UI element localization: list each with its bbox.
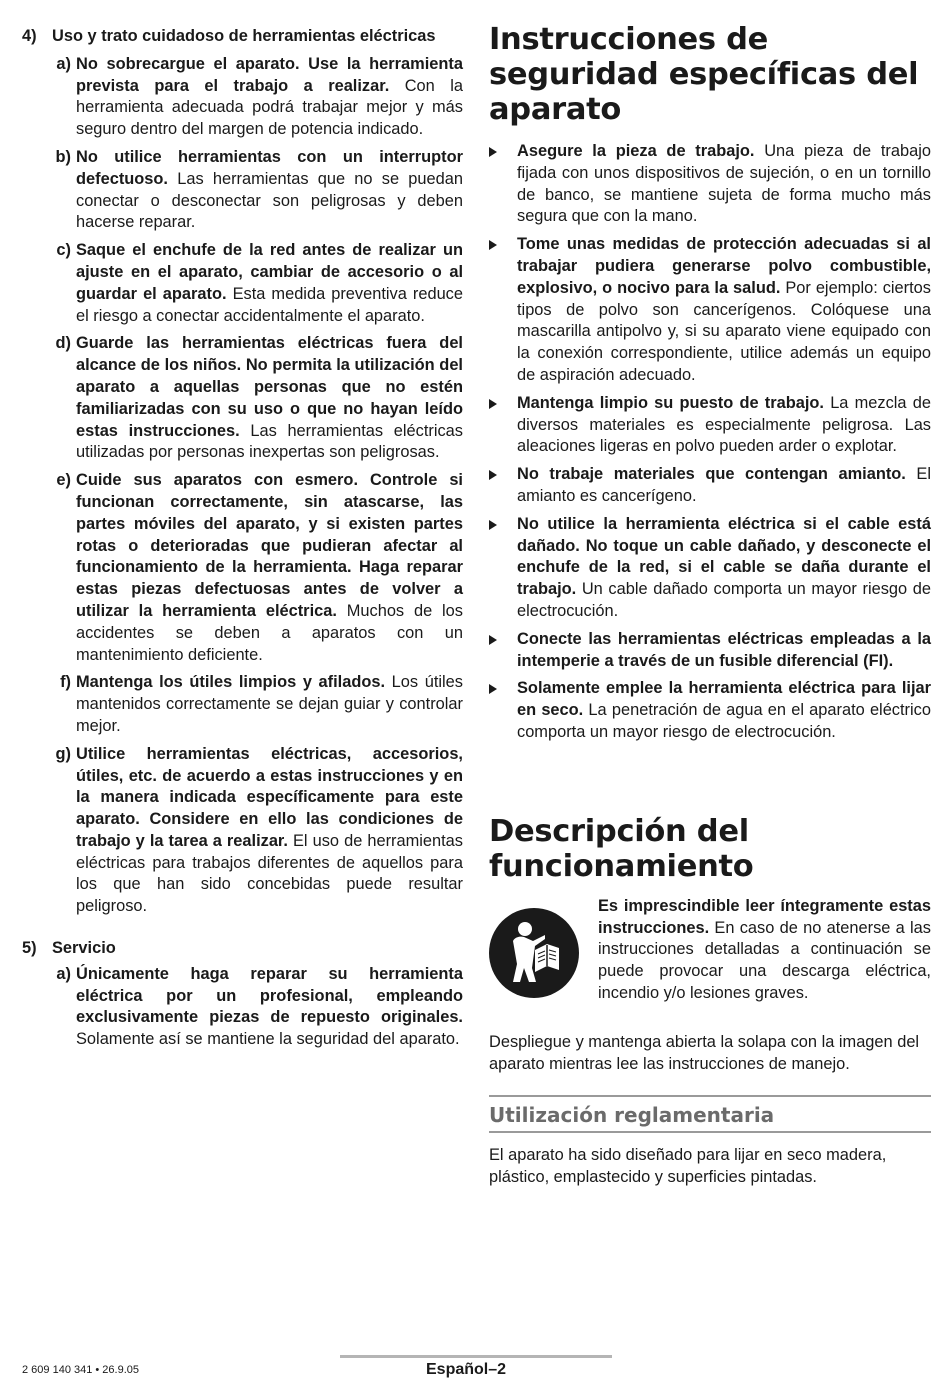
bullet-bold-text: Conecte las herramientas eléctricas empleadas a la intemperie a través de un fusible diferencial (FI). (517, 629, 931, 670)
bullet-text: Un cable dañado comporta un mayor riesgo de electrocución. (517, 580, 931, 620)
bullet-item (489, 678, 931, 743)
list-item (22, 470, 463, 666)
item-letter: a) (56, 964, 71, 983)
item-bold-text: No sobrecargue el aparato. Use la herramienta prevista para el trabajo a realizar. (76, 54, 463, 95)
footer-page-number: Español–2 (426, 1361, 507, 1378)
right-column (489, 22, 931, 1189)
bullet-text: El amianto es cancerígeno. (517, 465, 931, 505)
bullet-text: La penetración de agua en el aparato eléctrico comporta un mayor riesgo de electrocución. (517, 701, 931, 741)
bullet-text: La mezcla de diversos materiales es especialmente peligrosa. Las aleaciones ligeras en polvo pueden arder o explotar. (517, 393, 931, 456)
read-bold-text: Es imprescindible leer íntegramente estas instrucciones. (598, 896, 931, 937)
bullet-bold-text: No utilice la herramienta eléctrica si el cable está dañado. No toque un cable dañado, y desconecte el enchufe de la red, si el cable se daña durante el trabajo. (517, 514, 931, 599)
paragraph: Despliegue y mantenga abierta la solapa con la imagen del aparato mientras lee las instrucciones de manejo. (489, 1032, 920, 1073)
section-number: 4) (22, 27, 37, 45)
item-text: Las herramientas que no se puedan conectar o desconectar son peligrosas y deben hacerse reparar. (76, 169, 463, 232)
triangle-bullet-icon (489, 470, 497, 480)
list-item (22, 744, 463, 918)
item-letter: c) (56, 241, 71, 260)
triangle-bullet-icon (489, 520, 497, 530)
item-text: Las herramientas eléctricas utilizadas por personas inexpertas son peligrosas. (76, 421, 463, 462)
triangle-bullet-icon (489, 635, 497, 645)
item-letter: e) (56, 471, 71, 490)
item-bold-text: Utilice herramientas eléctricas, accesorios, útiles, etc. de acuerdo a estas instrucciones y en la manera indicada específicamente para este aparato. Considere en ello las condiciones de trabajo y la tarea a realizar. (76, 744, 463, 850)
section-title: Servicio (52, 939, 116, 958)
bullet-text: Una pieza de trabajo fijada con unos dispositivos de sujeción, o en un tornillo de banco, se mantiene sujeta de forma mucho más segura que con la mano. (517, 142, 931, 226)
item-text: El uso de herramientas eléctricas para trabajos diferentes de aquellos para los que han sido concebidas puede resultar peligroso. (76, 831, 463, 916)
triangle-bullet-icon (489, 240, 497, 250)
list-item (22, 147, 463, 234)
read-instructions-text (598, 896, 931, 1005)
item-letter: g) (55, 744, 71, 763)
triangle-bullet-icon (489, 684, 497, 694)
footer-document-code: 2 609 140 341 • 26.9.05 (22, 1364, 140, 1376)
paragraph: El aparato ha sido diseñado para lijar en seco madera, plástico, emplastecido y superficies pintadas. (489, 1146, 887, 1187)
bullet-bold-text: No trabaje materiales que contengan amianto. (517, 465, 906, 484)
bullet-item (489, 629, 931, 673)
item-bold-text: Saque el enchufe de la red antes de realizar un ajuste en el aparato, cambiar de accesorio o al guardar el aparato. (76, 241, 463, 303)
heading-safety-instructions: Instrucciones de seguridad específicas del aparato (489, 22, 919, 127)
bullet-item (489, 514, 931, 623)
left-column (22, 26, 463, 1051)
read-text: En caso de no atenerse a las instrucciones detalladas a continuación se puede provocar una descarga eléctrica, incendio y/o lesiones graves. (598, 918, 931, 1002)
list-item (22, 333, 463, 464)
bullet-bold-text: Mantenga limpio su puesto de trabajo. (517, 393, 824, 412)
subheading-intended-use: Utilización reglamentaria (489, 1095, 931, 1133)
section-number: 5) (22, 939, 37, 958)
item-bold-text: Cuide sus aparatos con esmero. Controle si funcionan correctamente, sin atascarse, las partes móviles del aparato, y si existen partes rotas o deterioradas que pudieran afectar al funcionamiento de la herramienta. Haga reparar estas piezas defectuosas antes de volver a utilizar la herramienta eléctrica. (76, 471, 463, 620)
bullet-item (489, 464, 931, 508)
item-bold-text: Únicamente haga reparar su herramienta eléctrica por un profesional, empleando exclusivamente piezas de repuesto originales. (76, 964, 463, 1027)
bullet-item (489, 393, 931, 458)
item-letter: d) (55, 334, 71, 353)
item-bold-text: Mantenga los útiles limpios y afilados. (76, 673, 386, 692)
read-manual-icon (489, 908, 579, 998)
item-letter: b) (55, 147, 71, 166)
triangle-bullet-icon (489, 147, 497, 157)
item-letter: f) (60, 673, 71, 692)
list-item (22, 964, 463, 1051)
bullet-bold-text: Solamente emplee la herramienta eléctrica para lijar en seco. (517, 679, 931, 720)
list-item (22, 240, 463, 327)
list-item (22, 672, 463, 737)
bullet-item (489, 141, 931, 228)
heading-functional-description: Descripción del funcionamiento (489, 813, 754, 884)
section-5-heading (22, 938, 463, 960)
item-text: Solamente así se mantiene la seguridad del aparato. (76, 1030, 460, 1049)
item-bold-text: No utilice herramientas con un interruptor defectuoso. (76, 147, 463, 188)
bullet-bold-text: Asegure la pieza de trabajo. (517, 142, 755, 160)
bullet-bold-text: Tome unas medidas de protección adecuadas si al trabajar pudiera generarse polvo combustible, explosivo, o nocivo para la salud. (517, 235, 931, 297)
section-title: Uso y trato cuidadoso de herramientas eléctricas (52, 27, 436, 45)
item-text: Con la herramienta adecuada podrá trabajar mejor y más seguro dentro del margen de potencia indicado. (76, 76, 464, 139)
section-4-heading (22, 26, 463, 48)
item-text: Esta medida preventiva reduce el riesgo a conectar accidentalmente el aparato. (76, 284, 463, 325)
read-instructions-block (489, 896, 931, 1026)
bullet-item (489, 234, 931, 387)
item-letter: a) (56, 54, 71, 73)
item-text: Muchos de los accidentes se deben a aparatos con un mantenimiento deficiente. (76, 601, 463, 664)
footer-divider (340, 1355, 612, 1358)
item-bold-text: Guarde las herramientas eléctricas fuera del alcance de los niños. No permita la utilización del aparato a aquellas personas que no estén familiarizadas con su uso o que no hayan leído estas instrucciones. (76, 334, 463, 440)
list-item (22, 54, 463, 141)
bullet-text: Por ejemplo: ciertos tipos de polvo son cancerígenos. Colóquese una mascarilla antipolvo y, si su aparato viene equipado con la conexión correspondiente, utilice además un equipo de aspiración adecuado. (517, 278, 931, 384)
triangle-bullet-icon (489, 399, 497, 409)
item-text: Los útiles mantenidos correctamente se dejan guiar y controlar mejor. (76, 673, 463, 735)
